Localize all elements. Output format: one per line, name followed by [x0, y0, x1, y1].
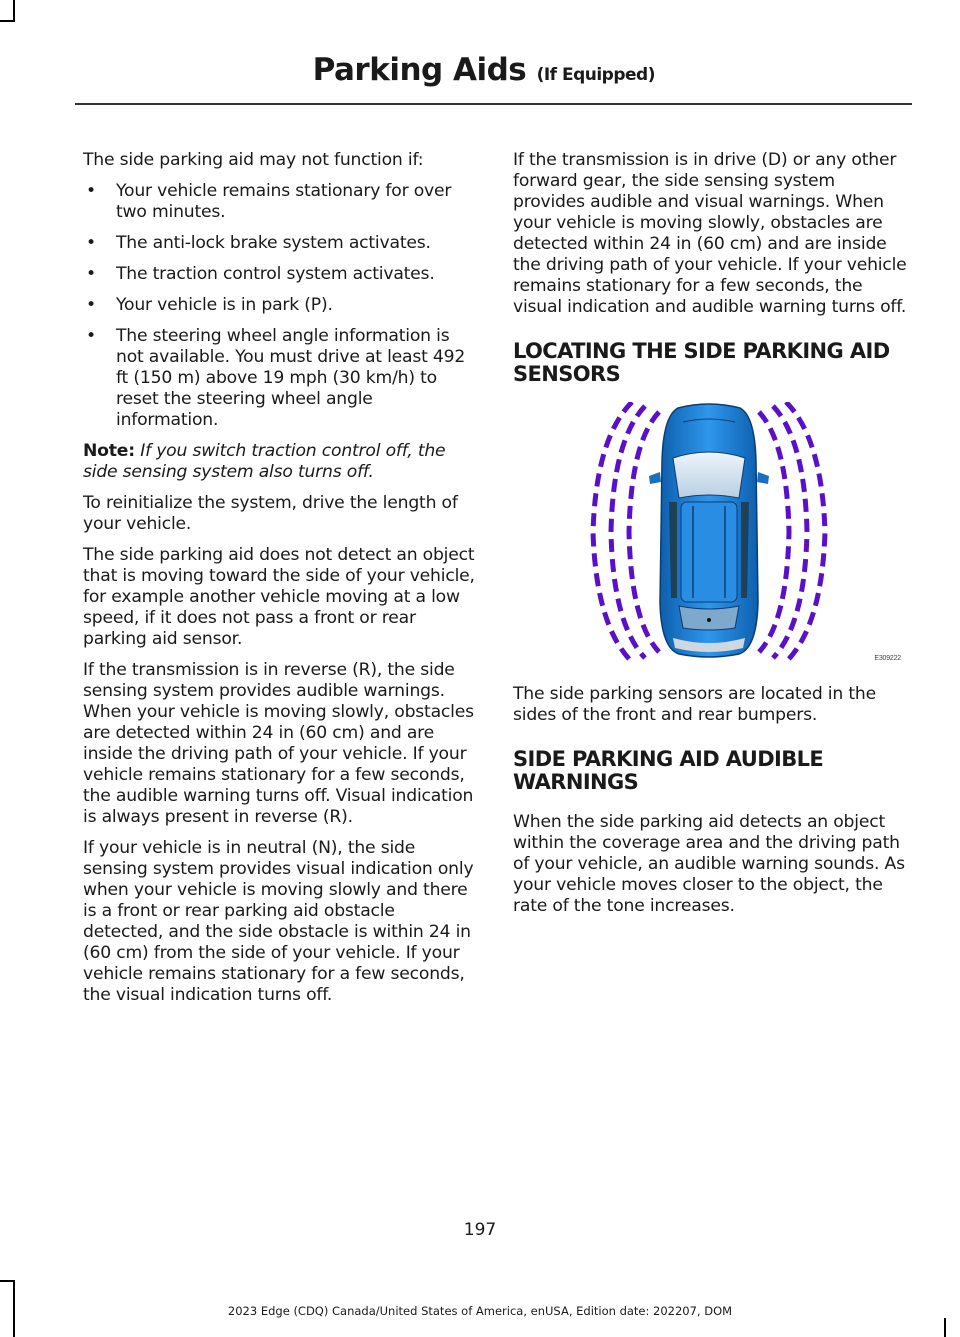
paragraph: To reinitialize the system, drive the length of your vehicle. — [83, 493, 458, 534]
crop-mark-bottom-left-h — [0, 1280, 15, 1282]
note — [83, 441, 475, 483]
figure-code: E309222 — [874, 655, 901, 662]
section-heading-audible: SIDE PARKING AID AUDIBLE WARNINGS — [513, 747, 824, 794]
crop-mark-top-left — [13, 0, 15, 20]
list-item: • The anti-lock brake system activates. — [83, 233, 475, 254]
note-label: Note: — [83, 441, 135, 461]
sensor-diagram — [513, 402, 909, 664]
section-heading-locating: LOCATING THE SIDE PARKING AID SENSORS — [513, 339, 890, 386]
paragraph: The side parking sensors are located in the sides of the front and rear bumpers. — [513, 684, 876, 725]
paragraph: When the side parking aid detects an object within the coverage area and the driving path of your vehicle, an audible warning sounds. As your vehicle moves closer to the object, the rate of the tone increases. — [513, 812, 905, 916]
conditions-list — [83, 181, 475, 431]
crop-mark-bottom-right — [944, 1318, 946, 1337]
left-column — [83, 150, 475, 1016]
vehicle-body — [649, 404, 769, 657]
list-item: • The traction control system activates. — [83, 264, 475, 285]
note-text: If you switch traction control off, the side sensing system also turns off. — [83, 441, 446, 482]
right-column — [513, 150, 909, 927]
right-sensor-zone — [759, 402, 825, 662]
paragraph: If the transmission is in drive (D) or any other forward gear, the side sensing system provides audible and visual warnings. When your vehicle is moving slowly, obstacles are detected within 24 in (60 cm) and are inside the driving path of your vehicle. If your vehicle remains stationary for a few seconds, the visual indication and audible warning turns off. — [513, 150, 907, 317]
paragraph: The side parking aid does not detect an object that is moving toward the side of your vehicle, for example another vehicle moving at a low speed, if it does not pass a front or rear parking aid sensor. — [83, 545, 475, 649]
footer-text: 2023 Edge (CDQ) Canada/United States of America, enUSA, Edition date: 202207, DOM — [227, 1304, 733, 1318]
header-divider — [75, 103, 912, 105]
paragraph: If the transmission is in reverse (R), the side sensing system provides audible warnings. When your vehicle is moving slowly, obstacles are detected within 24 in (60 cm) and are inside the driving path of your vehicle. If your vehicle remains stationary for a few seconds, the audible warning turns off. Visual indication is always present in reverse (R). — [83, 660, 474, 827]
paragraph: If your vehicle is in neutral (N), the side sensing system provides visual indication only when your vehicle is moving slowly and there is a front or rear parking aid obstacle detected, and the side obstacle is within 24 in (60 cm) from the side of your vehicle. If your vehicle remains stationary for a few seconds, the visual indication turns off. — [83, 838, 474, 1005]
page-number: 197 — [463, 1220, 497, 1240]
page-title-main: Parking Aids — [312, 52, 527, 88]
list-item: • Your vehicle remains stationary for over two minutes. — [83, 181, 475, 223]
page-title — [313, 52, 655, 88]
page-title-suffix: (If Equipped) — [536, 65, 655, 85]
intro-text: The side parking aid may not function if: — [83, 150, 424, 170]
list-item: • The steering wheel angle information is not available. You must drive at least 492 ft (150 m) above 19 mph (30 km/h) to reset the steering wheel angle information. — [83, 326, 475, 431]
list-item: • Your vehicle is in park (P). — [83, 295, 475, 316]
left-sensor-zone — [593, 402, 659, 662]
crop-mark-top-left-h — [0, 20, 15, 22]
car-top-view-illustration — [513, 402, 909, 664]
